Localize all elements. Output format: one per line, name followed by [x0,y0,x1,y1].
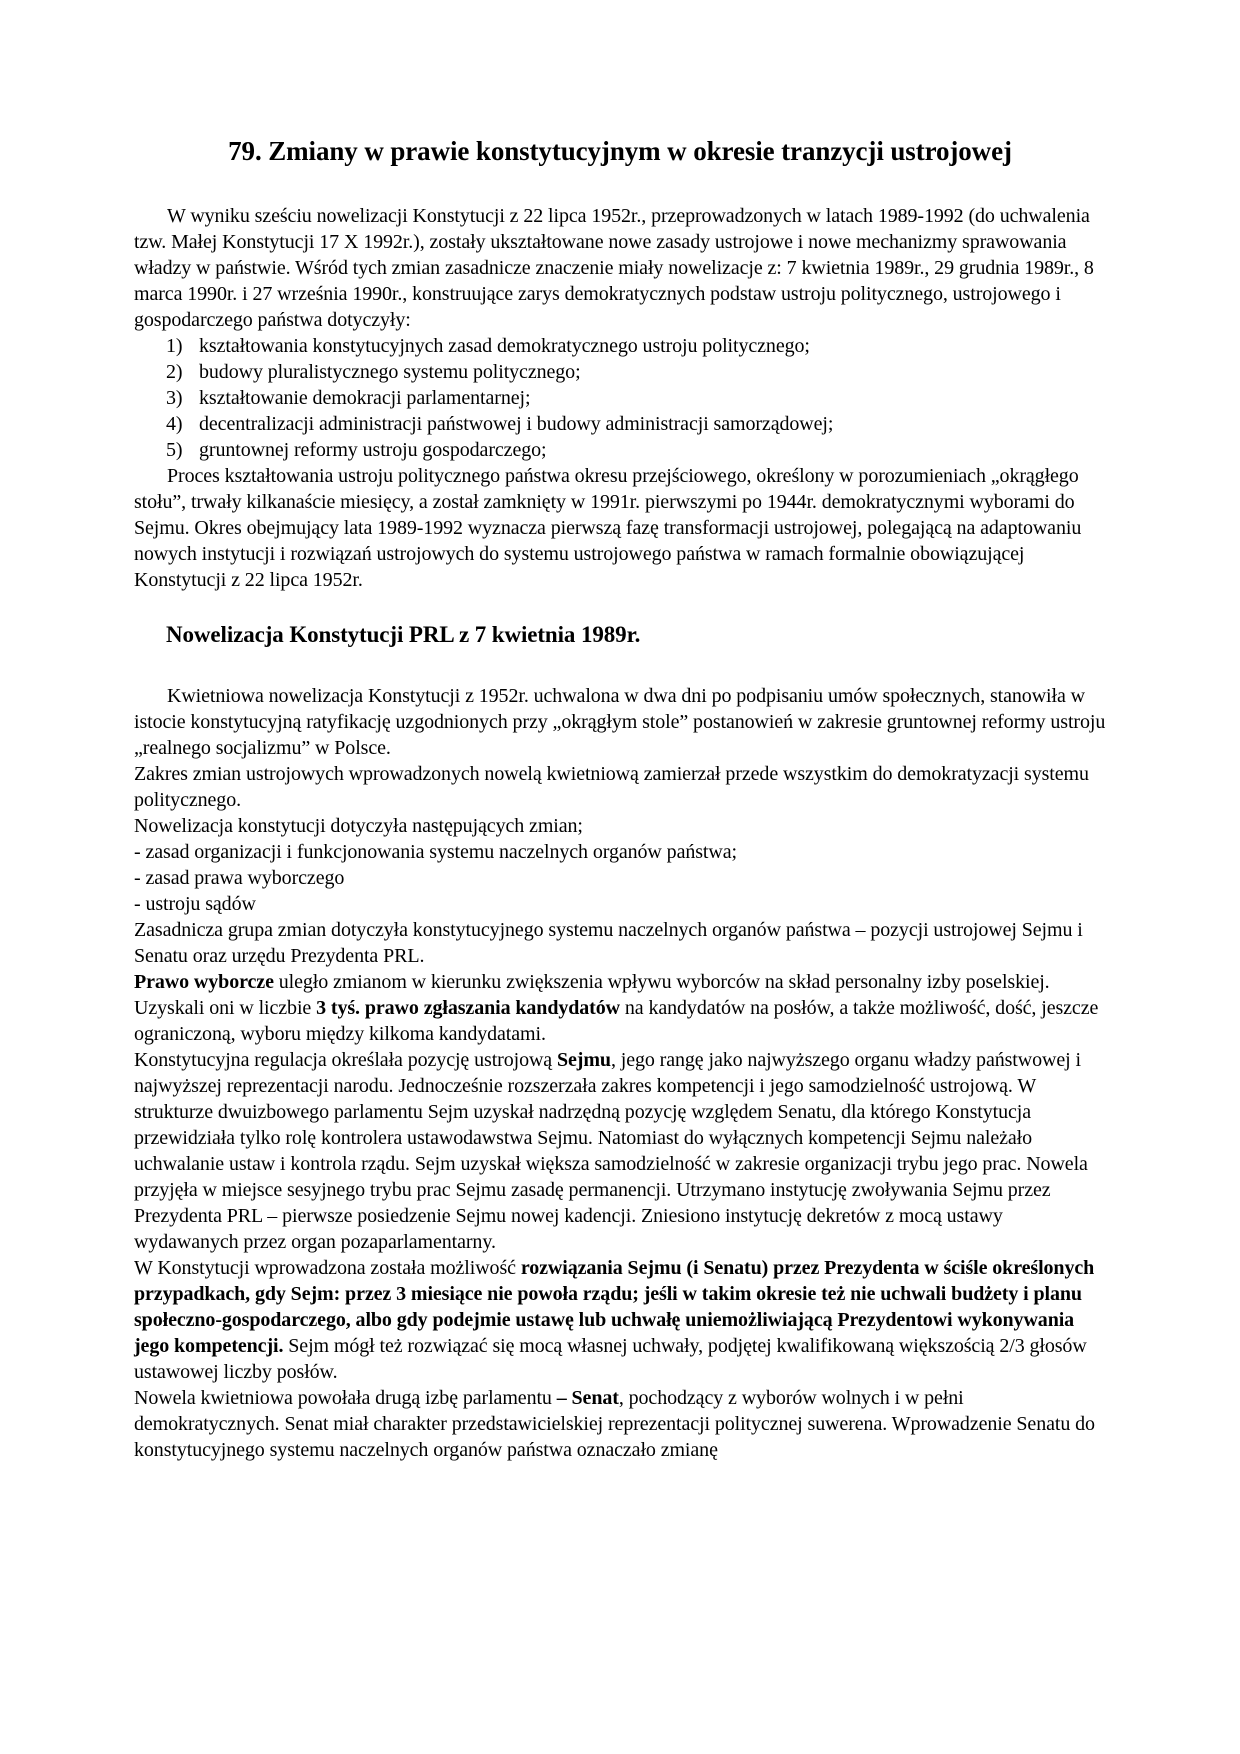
document-body [134,203,1106,1463]
numbered-list-item [134,385,1106,411]
list-item-text: decentralizacji administracji państwowej i budowy administracji samorządowej; [199,413,834,435]
paragraph [134,839,1106,865]
text-run: Zakres zmian ustrojowych wprowadzonych nowelą kwietniową zamierzał przede wszystkim do demokratyzacji systemu politycznego. [134,763,1089,811]
list-item-number: 3) [166,387,183,409]
list-item-text: gruntownej reformy ustroju gospodarczego; [199,439,547,461]
text-run: - ustroju sądów [134,893,256,915]
text-run: uległo zmianom w kierunku zwiększenia wpływu wyborców na skład personalny izby poselskiej. Uzyskali oni w liczbie [134,971,1050,1019]
paragraph [134,463,1106,593]
list-item-number: 1) [166,335,183,357]
text-run: - zasad prawa wyborczego [134,867,345,889]
list-item-number: 2) [166,361,183,383]
paragraph [134,683,1106,761]
bold-text-run: rozwiązania Sejmu (i Senatu) przez Prezydenta w ściśle określonych przypadkach, gdy Sejm: przez 3 miesiące nie powoła rządu; jeśli w takim okresie też nie uchwali budżety i planu społeczno-gospodarczego, albo gdy podejmie ustawę lub uchwałę uniemożliwiającą Prezydentowi wykonywania jego kompetencji. [134,1257,1095,1357]
text-run: - zasad organizacji i funkcjonowania systemu naczelnych organów państwa; [134,841,737,863]
text-run: Sejm mógł też rozwiązać się mocą własnej uchwały, podjętej kwalifikowaną większością 2/3 głosów ustawowej liczby posłów. [134,1335,1087,1383]
bold-text-run: Prawo wyborcze [134,971,274,993]
numbered-list-item [134,437,1106,463]
paragraph [134,1047,1106,1255]
paragraph [134,761,1106,813]
text-run: W Konstytucji wprowadzona została możliwość [134,1257,521,1279]
paragraph [134,1385,1106,1463]
paragraph [134,917,1106,969]
text-run: , pochodzący z wyborów wolnych i w pełni demokratycznych. Senat miał charakter przedstawicielskiej reprezentacji politycznej suwerena. Wprowadzenie Senatu do konstytucyjnego systemu naczelnych organów państwa oznaczało zmianę [134,1387,1095,1461]
list-item-text: kształtowanie demokracji parlamentarnej; [199,387,531,409]
list-item-number: 4) [166,413,183,435]
text-run: Nowelizacja konstytucji dotyczyła następujących zmian; [134,815,583,837]
text-run: Konstytucyjna regulacja określała pozycję ustrojową [134,1049,557,1071]
text-run: Kwietniowa nowelizacja Konstytucji z 1952r. uchwalona w dwa dni po podpisaniu umów społecznych, stanowiła w istocie konstytucyjną ratyfikację uzgodnionych przy „okrągłym stole” postanowień w zakresie gruntownej reformy ustroju „realnego socjalizmu” w Polsce. [134,685,1106,759]
page-title: 79. Zmiany w prawie konstytucyjnym w okresie tranzycji ustrojowej [228,136,1012,166]
bold-text-run: – Senat [556,1387,619,1409]
bold-text-run: 3 tyś. prawo zgłaszania kandydatów [316,997,620,1019]
text-run: na kandydatów na posłów, a także możliwość, dość, jeszcze ograniczoną, wyboru między kilkoma kandydatami. [134,997,1099,1045]
list-item-number: 5) [166,439,183,461]
paragraph [134,865,1106,891]
section-heading: Nowelizacja Konstytucji PRL z 7 kwietnia 1989r. [166,622,641,647]
numbered-list-item [134,333,1106,359]
paragraph [134,813,1106,839]
text-run: , jego rangę jako najwyższego organu władzy państwowej i najwyższej reprezentacji narodu. Jednocześnie rozszerzała zakres kompetencji i jego samodzielność ustrojową. W strukturze dwuizbowego parlamentu Sejm uzyskał nadrzędną pozycję względem Senatu, dla którego Konstytucja przewidziała tylko rolę kontrolera ustawodawstwa Sejmu. Natomiast do wyłącznych kompetencji Sejmu należało uchwalanie ustaw i kontrola rządu. Sejm uzyskał większa samodzielność w zakresie organizacji trybu jego prac. Nowela przyjęła w miejsce sesyjnego trybu prac Sejmu zasadę permanencji. Utrzymano instytucję zwoływania Sejmu przez Prezydenta PRL – pierwsze posiedzenie Sejmu nowej kadencji. Zniesiono instytucję dekretów z mocą ustawy wydawanych przez organ pozaparlamentarny. [134,1049,1088,1253]
text-run: W wyniku sześciu nowelizacji Konstytucji z 22 lipca 1952r., przeprowadzonych w latach 1989-1992 (do uchwalenia tzw. Małej Konstytucji 17 X 1992r.), zostały ukształtowane nowe zasady ustrojowe i nowe mechanizmy sprawowania władzy w państwie. Wśród tych zmian zasadnicze znaczenie miały nowelizacje z: 7 kwietnia 1989r., 29 grudnia 1989r., 8 marca 1990r. i 27 września 1990r., konstruujące zarys demokratycznych podstaw ustroju politycznego, ustrojowego i gospodarczego państwa dotyczyły: [134,205,1094,331]
list-item-text: kształtowania konstytucyjnych zasad demokratycznego ustroju politycznego; [199,335,810,357]
text-run: Nowela kwietniowa powołała drugą izbę parlamentu [134,1387,557,1409]
numbered-list-item [134,411,1106,437]
numbered-list-item [134,359,1106,385]
paragraph [134,1255,1106,1385]
paragraph [134,969,1106,1047]
bold-text-run: Sejmu [556,1049,611,1071]
paragraph [134,203,1106,333]
text-run: Proces kształtowania ustroju politycznego państwa okresu przejściowego, określony w porozumieniach „okrągłego stołu”, trwały kilkanaście miesięcy, a został zamknięty w 1991r. pierwszymi po 1944r. demokratycznymi wyborami do Sejmu. Okres obejmujący lata 1989-1992 wyznacza pierwszą fazę transformacji ustrojowej, polegającą na adaptowaniu nowych instytucji i rozwiązań ustrojowych do systemu ustrojowego państwa w ramach formalnie obowiązującej Konstytucji z 22 lipca 1952r. [134,465,1082,591]
paragraph [134,891,1106,917]
text-run: Zasadnicza grupa zmian dotyczyła konstytucyjnego systemu naczelnych organów państwa – pozycji ustrojowej Sejmu i Senatu oraz urzędu Prezydenta PRL. [134,919,1083,967]
list-item-text: budowy pluralistycznego systemu politycznego; [199,361,581,383]
